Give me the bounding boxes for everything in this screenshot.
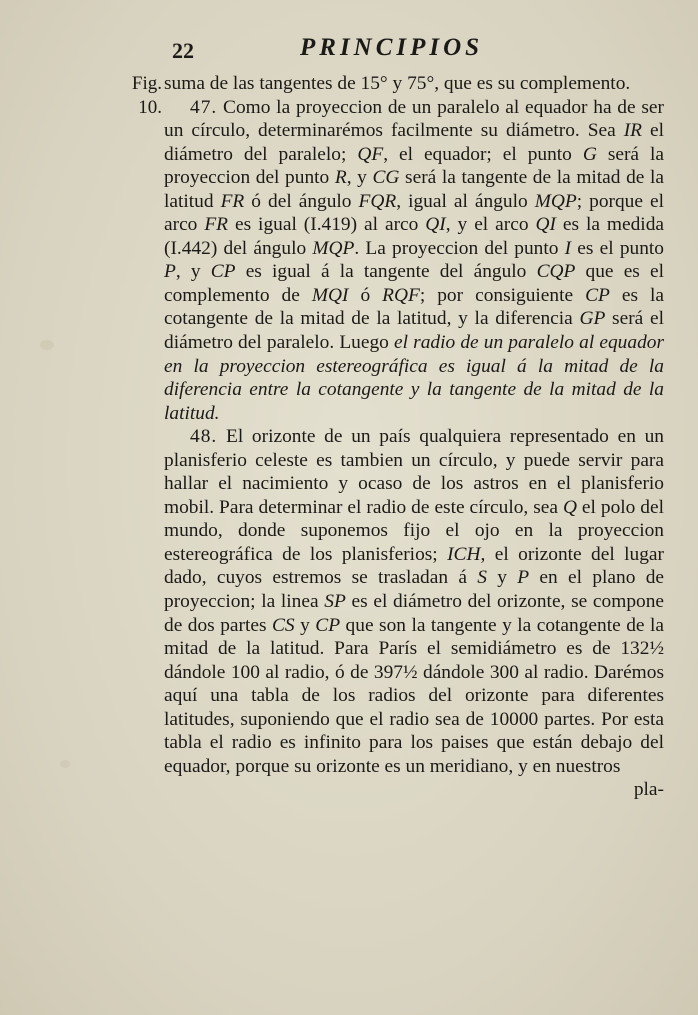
text-run: el diámetro del paralelo; bbox=[164, 120, 665, 165]
text-run: será el diámetro del paralelo. Luego bbox=[164, 308, 664, 354]
variable: R bbox=[334, 167, 347, 189]
text-run: es igual á la tangente del ángulo bbox=[235, 261, 537, 283]
variable: MQP bbox=[312, 237, 355, 259]
text-run: será la proyeccion del punto bbox=[164, 143, 664, 189]
text-run: en el plano de proyeccion; la linea bbox=[164, 567, 665, 613]
variable: P bbox=[164, 261, 176, 283]
text-run: ; por consiguiente bbox=[419, 284, 586, 306]
variable: FQR bbox=[358, 190, 397, 212]
text-run: es la medida (I.442) del ángulo bbox=[164, 214, 664, 259]
variable: G bbox=[582, 143, 597, 165]
paragraph-number: 48. bbox=[190, 426, 218, 448]
variable: CG bbox=[372, 167, 400, 189]
figure-reference bbox=[118, 72, 162, 119]
text-run: ó bbox=[348, 284, 383, 306]
text-run: es igual (I.419) al arco bbox=[228, 214, 426, 236]
variable: I bbox=[564, 237, 572, 259]
variable: FR bbox=[220, 190, 245, 212]
figure-number: 10. bbox=[138, 96, 162, 118]
variable: SP bbox=[324, 591, 346, 613]
paragraph-48 bbox=[164, 425, 664, 802]
text-run: ; porque el arco bbox=[164, 190, 665, 236]
variable: CQP bbox=[536, 261, 576, 283]
text-run: , y el arco bbox=[445, 214, 536, 236]
text-run: que es el complemento de bbox=[164, 261, 665, 306]
paragraph-continuation bbox=[164, 72, 664, 96]
page-header bbox=[160, 30, 660, 70]
paper-stain bbox=[40, 340, 54, 350]
variable: CS bbox=[271, 614, 295, 636]
text-run: que son la tangente y la cotangente de la mitad de la latitud. Para París el semidiámetro es de 132½ dándole 100 al radio, ó de 397½ dándole 300 al radio. Darémos aquí una tabla de los radios del orizonte para diferentes latitudes, suponiendo que el radio sea de 10000 partes. Por esta tabla el radio es infinito para los paises que están debajo del equador, porque su orizonte es un meridiano, y en nuestros bbox=[164, 614, 664, 777]
variable: CP bbox=[585, 284, 610, 306]
text-run: y bbox=[294, 614, 316, 636]
italic-conclusion: el radio de un paralelo al equador en la proyeccion estereográfica es igual á la mitad de la diferencia entre la cotangente y la tangente de la mitad de la latitud. bbox=[164, 332, 664, 424]
variable: CP bbox=[315, 614, 341, 636]
text-run: . La proyeccion del punto bbox=[354, 237, 565, 259]
text-run: es el punto bbox=[571, 237, 665, 259]
text-run: es la cotangente de la mitad de la latitud, y la diferencia bbox=[164, 284, 665, 330]
variable: CP bbox=[210, 261, 236, 283]
paragraph-47 bbox=[164, 96, 664, 426]
text-run: y bbox=[486, 567, 518, 589]
page-number: 22 bbox=[172, 38, 194, 63]
running-title: PRINCIPIOS bbox=[300, 34, 484, 61]
variable: QF bbox=[357, 143, 384, 165]
text-run: , igual al ángulo bbox=[396, 190, 535, 212]
variable: GP bbox=[579, 308, 606, 330]
variable: IR bbox=[623, 120, 643, 142]
text-run: el polo del mundo, donde suponemos fijo el ojo en la proyeccion estereográfica de los planisferios; bbox=[164, 496, 665, 565]
text-run: es el diámetro del orizonte, se compone de dos partes bbox=[164, 591, 665, 636]
variable: QI bbox=[535, 214, 556, 236]
paper-stain bbox=[60, 760, 70, 768]
paragraph-number: 47. bbox=[190, 96, 218, 118]
variable: P bbox=[517, 567, 530, 589]
body-text bbox=[164, 72, 664, 802]
variable: ICH bbox=[447, 543, 481, 565]
variable: MQP bbox=[534, 190, 577, 212]
variable: MQI bbox=[311, 284, 349, 306]
variable: FR bbox=[204, 214, 229, 236]
variable: QI bbox=[425, 214, 446, 236]
text-run: , y bbox=[346, 167, 373, 189]
text-run: suma de las tangentes de 15° y 75°, que es su complemento. bbox=[164, 73, 631, 94]
variable: S bbox=[477, 567, 487, 589]
text-run: ó del ángulo bbox=[244, 190, 359, 212]
text-run: El orizonte de un país qualquiera representado en un planisferio celeste es tambien un círculo, y puede servir para hallar el nacimiento y ocaso de los astros en el planisferio mobil. Para determinar el radio de este círculo, sea bbox=[164, 426, 664, 518]
text-run: Como la proyeccion de un paralelo al equador ha de ser un círculo, determinarémos facilmente su diámetro. Sea bbox=[164, 96, 664, 142]
text-run: , y bbox=[175, 261, 211, 283]
text-run: será la tangente de la mitad de la latitud bbox=[164, 167, 665, 212]
figure-label: Fig. bbox=[131, 73, 162, 94]
text-run: , el equador; el punto bbox=[383, 143, 583, 165]
variable: RQF bbox=[382, 284, 420, 306]
variable: Q bbox=[562, 496, 577, 518]
text-run: , el orizonte del lugar dado, cuyos estremos se trasladan á bbox=[164, 543, 664, 589]
catchword: pla- bbox=[633, 779, 664, 801]
